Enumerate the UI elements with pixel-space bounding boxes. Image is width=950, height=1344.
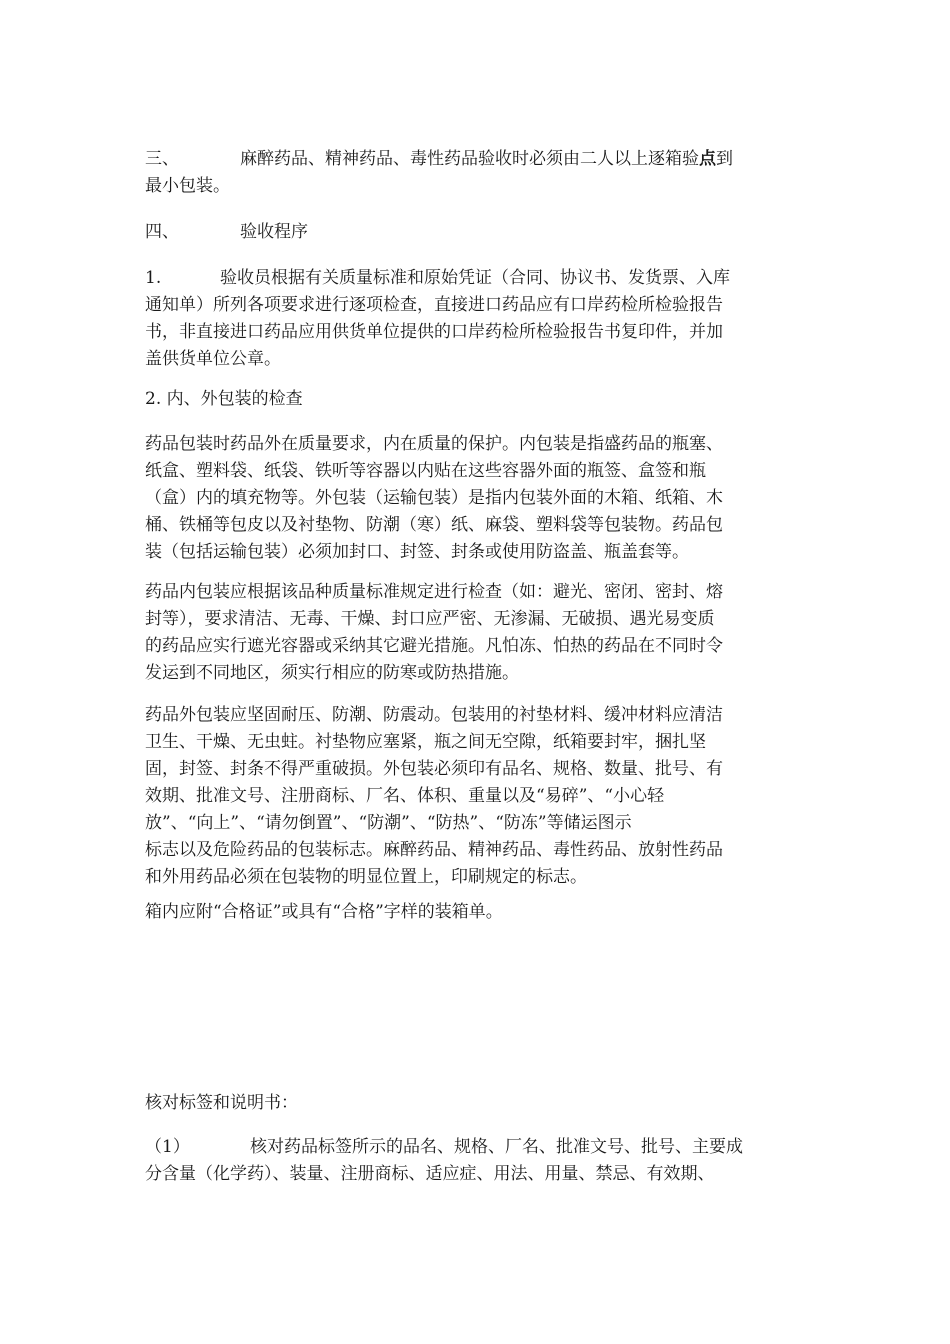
paragraph-item-1-text: 核对药品标签所示的品名、规格、厂名、批准文号、批号、主要成 — [250, 1137, 743, 1157]
paragraph-item-1-number: （1） — [145, 1137, 190, 1157]
subheading-2-text: 2. 内、外包装的检查 — [145, 389, 303, 409]
paragraph-inner-packaging — [145, 579, 805, 687]
paragraph-item-1-line-2: 分含量（化学药）、装量、注册商标、适应症、用法、用量、禁忌、有效期、 — [145, 1164, 715, 1184]
section-4-heading — [145, 219, 805, 246]
section-3-bold-char: 点 — [699, 149, 716, 169]
paragraph-outer-packaging-line: 放”、“向上”、“请勿倒置”、“防潮”、“防热”、“防冻”等储运图示 — [145, 813, 632, 833]
paragraph-label-check-text: 核对标签和说明书： — [145, 1093, 298, 1113]
section-3-tail: 到 — [716, 149, 733, 169]
paragraph-inner-packaging-line: 的药品应实行遮光容器或采纳其它避光措施。凡怕冻、怕热的药品在不同时令 — [145, 636, 723, 656]
paragraph-1-line-3: 书，非直接进口药品应用供货单位提供的口岸药检所检验报告书复印件，并加 — [145, 322, 723, 342]
paragraph-inner-packaging-line: 发运到不同地区，须实行相应的防寒或防热措施。 — [145, 663, 519, 683]
paragraph-packaging-line: 装（包括运输包装）必须加封口、封签、封条或使用防盗盖、瓶盖套等。 — [145, 542, 689, 562]
section-4-title: 验收程序 — [240, 222, 308, 242]
subheading-2 — [145, 386, 805, 413]
section-3 — [145, 146, 805, 200]
paragraph-outer-packaging-line: 和外用药品必须在包装物的明显位置上，印刷规定的标志。 — [145, 867, 587, 887]
paragraph-1-line-1 — [145, 265, 805, 292]
paragraph-outer-packaging-line: 卫生、干燥、无虫蛀。衬垫物应塞紧，瓶之间无空隙，纸箱要封牢，捆扎坚 — [145, 732, 706, 752]
paragraph-outer-packaging-line: 效期、批准文号、注册商标、厂名、体积、重量以及“易碎”、“小心轻 — [145, 786, 665, 806]
paragraph-label-check — [145, 1090, 805, 1117]
paragraph-inner-packaging-line: 药品内包装应根据该品种质量标准规定进行检查（如：避光、密闭、密封、熔 — [145, 582, 723, 602]
paragraph-item-1-line-1 — [145, 1134, 805, 1161]
paragraph-outer-packaging-line: 固，封签、封条不得严重破损。外包装必须印有品名、规格、数量、批号、有 — [145, 759, 723, 779]
paragraph-certificate — [145, 899, 805, 926]
paragraph-certificate-text: 箱内应附“合格证”或具有“合格”字样的装箱单。 — [145, 902, 503, 922]
section-3-line-1 — [145, 146, 805, 173]
paragraph-outer-packaging-line: 标志以及危险药品的包装标志。麻醉药品、精神药品、毒性药品、放射性药品 — [145, 840, 723, 860]
paragraph-outer-packaging — [145, 702, 805, 891]
section-3-line-2: 最小包装。 — [145, 176, 230, 196]
paragraph-item-1 — [145, 1134, 805, 1188]
paragraph-packaging — [145, 431, 805, 566]
paragraph-packaging-line: 桶、铁桶等包皮以及衬垫物、防潮（寒）纸、麻袋、塑料袋等包装物。药品包 — [145, 515, 723, 535]
section-3-number: 三、 — [145, 149, 179, 169]
section-4-number: 四、 — [145, 222, 179, 242]
paragraph-1-line-2: 通知单）所列各项要求进行逐项检查，直接进口药品应有口岸药检所检验报告 — [145, 295, 723, 315]
paragraph-1 — [145, 265, 805, 373]
paragraph-inner-packaging-line: 封等），要求清洁、无毒、干燥、封口应严密、无渗漏、无破损、遇光易变质 — [145, 609, 715, 629]
paragraph-1-number: 1. — [145, 268, 162, 288]
paragraph-packaging-line: （盒）内的填充物等。外包装（运输包装）是指内包装外面的木箱、纸箱、木 — [145, 488, 723, 508]
paragraph-outer-packaging-line: 药品外包装应坚固耐压、防潮、防震动。包装用的衬垫材料、缓冲材料应清洁 — [145, 705, 723, 725]
paragraph-1-text: 验收员根据有关质量标准和原始凭证（合同、协议书、发货票、入库 — [220, 268, 730, 288]
paragraph-1-line-4: 盖供货单位公章。 — [145, 349, 281, 369]
paragraph-packaging-line: 药品包装时药品外在质量要求，内在质量的保护。内包装是指盛药品的瓶塞、 — [145, 434, 723, 454]
paragraph-packaging-line: 纸盒、塑料袋、纸袋、铁听等容器以内贴在这些容器外面的瓶签、盒签和瓶 — [145, 461, 706, 481]
section-3-text: 麻醉药品、精神药品、毒性药品验收时必须由二人以上逐箱验 — [240, 149, 699, 169]
